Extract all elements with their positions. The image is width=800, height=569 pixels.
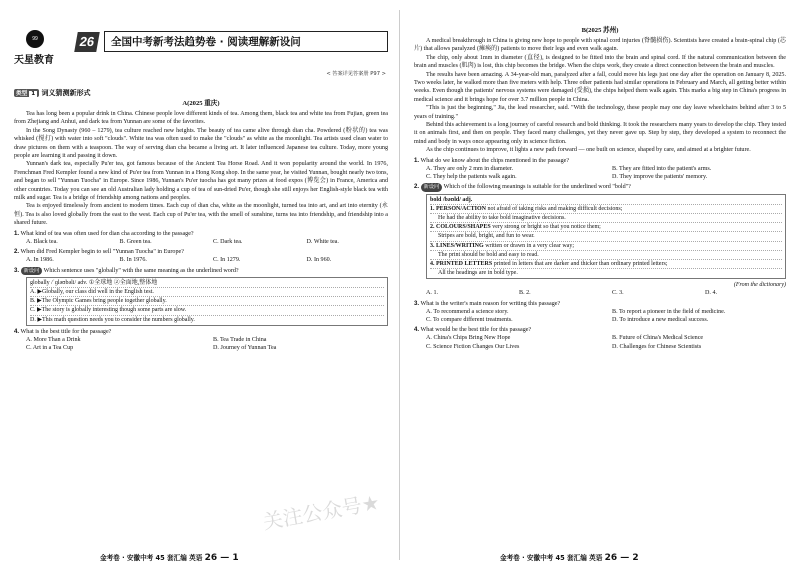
footer-left (100, 552, 239, 563)
option[interactable]: B. Future of China's Medical Science (612, 335, 704, 342)
option[interactable]: C. Dark tea. (213, 238, 243, 245)
page-number: 26 — 1 (204, 553, 239, 563)
question-a1-options (14, 238, 388, 246)
dictionary-example: He had the ability to take bold imaginative decisions. (430, 214, 782, 223)
option[interactable]: A. ▶Globally, our class did well in the English test. (30, 288, 384, 297)
dictionary-entry: 4. PRINTED LETTERS printed in letters that are darker and thicker than ordinary printed letters; (430, 260, 782, 269)
question-a3: 3. 新设问 Which sentence uses "globally" with the same meaning as the underlined word? (14, 266, 239, 274)
page-number: 26 — 2 (604, 553, 639, 563)
option[interactable]: C. In 1279. (213, 257, 241, 264)
option[interactable]: D. In 960. (306, 257, 332, 264)
option[interactable]: C. 3. (612, 290, 624, 297)
page-header (14, 26, 388, 77)
passage-a-p2: In the Song Dynasty (960 – 1279), tea culture reached new heights. The beauty of tea came alive through dian cha. Powdered (粉状的) tea was whisked (搅打) with water into soft "clouds". White tea was often used to make the "clouds" as white as the moonlight. Tea artists used clean water to draw pictures on them with a teaspoon. The way of serving dian cha became a living art. It later influenced Japanese tea culture. Today, more young people are learning it and passing it down. (14, 127, 388, 160)
option[interactable]: B. 2. (519, 290, 531, 297)
option[interactable]: D. White tea. (306, 238, 339, 245)
question-a4: 4. What is the best title for the passage? (14, 327, 112, 335)
option[interactable]: D. 4. (705, 290, 718, 297)
answer-note: < 答案详见答案册 P97 > (326, 71, 386, 77)
option[interactable]: D. ▶This math question needs you to consider the numbers globally. (30, 316, 195, 323)
question-b3: 3. What is the writer's main reason for writing this passage? (414, 299, 561, 307)
dictionary-example: All the headings are in bold type. (438, 270, 518, 277)
option[interactable]: D. Journey of Yunnan Tea (213, 345, 277, 352)
category-heading (14, 88, 388, 98)
question-b2-options (414, 289, 786, 297)
question-a4-options (14, 336, 388, 352)
passage-a-title: A(2025 重庆) (182, 100, 220, 107)
option[interactable]: B. Green tea. (119, 238, 152, 245)
passage-b-p5: Behind this achievement is a long journey of careful research and bold thinking. It took the researchers many years to develop the chip. They tested it on animals first, and then on people. They faced many challenges, yet they never gave up. Step by step, they developed a system to reconnect the mind and body in ways once appearing only in science fiction. (414, 122, 786, 145)
dictionary-entry: 3. LINES/WRITING written or drawn in a very clear way; (430, 242, 782, 251)
unit-number: 26 (74, 32, 100, 52)
definition-head: globally /ˈɡləʊbəli/ adv. ①全球地 ②全面地,整体地 (30, 279, 384, 288)
logo-circle: 99 (26, 30, 44, 48)
option[interactable]: D. Challenges for Chinese Scientists (612, 343, 702, 350)
option[interactable]: D. To introduce a new medical success. (612, 316, 709, 323)
right-page (400, 0, 800, 569)
passage-b-p6: As the chip continues to improve, it lights a new path forward — one built on science, shaped by care, and aimed at a brighter future. (426, 147, 751, 154)
passage-b-title: B(2025 苏州) (581, 27, 619, 34)
category-title: 词义猜测新形式 (41, 89, 91, 97)
question-b3-options (414, 308, 786, 324)
right-content (414, 26, 786, 351)
option[interactable]: C. Art in a Tea Cup (26, 345, 74, 352)
bold-dictionary-box (426, 194, 786, 280)
option[interactable]: A. Black tea. (26, 238, 58, 245)
question-b2: 2. 新设问 Which of the following meanings is suitable for the underlined word "bold"? (414, 183, 631, 191)
dictionary-entry: 2. COLOURS/SHAPES very strong or bright so that you notice them; (430, 223, 782, 232)
dictionary-entry: 1. PERSON/ACTION not afraid of taking risks and making difficult decisions; (430, 205, 782, 214)
watermark-text: 关注公众号★ (261, 489, 382, 535)
question-b1-options (414, 165, 786, 181)
footer-right (500, 552, 639, 563)
dictionary-example: The print should be bold and easy to read. (430, 251, 782, 260)
option[interactable]: D. They improve the patients' memory. (612, 174, 708, 181)
option[interactable]: A. China's Chips Bring New Hope (426, 335, 511, 342)
passage-a-p1: Tea has long been a popular drink in China. Chinese people love different kinds of tea. Among them, black tea and white tea from Fujian, green tea from Zhejiang and Anhui, and dark tea from Yunnan are some of the favorites. (14, 111, 388, 126)
option[interactable]: B. To report a pioneer in the field of medicine. (612, 308, 726, 315)
new-question-badge: 新设问 (21, 267, 43, 275)
passage-b-p3: The results have been amazing. A 34-year-old man, paralyzed after a fall, could move his legs just one day after the operation on January 8, 2025. Two weeks later, he walked more than five meters with help. Three other patients had similar operations in February and March, all getting better within weeks. Even though the patients' nervous systems were damaged (受损), the chips helped them walk again. This marks a big step in China's progress in medical science and it brings hope for over 3.7 million people in China. (414, 71, 786, 103)
question-b4-options (414, 334, 786, 350)
passage-a-p3: Yunnan's dark tea, especially Pu'er tea, got famous because of the Ancient Tea Horse Road. And it won popularity around the world. In 1976, Frenchman Fred Kempler found a new kind of Pu'er tea from Yunnan in a Hong Kong shop. In the same year, he visited Yunnan, bought nearly two tons, and began to sell "Yunnan Tuocha" in Europe. Since 1986, Yunnan's Pu'er tuocha has got many prizes at food expos (博览会) in France, America and other countries. Today you can see an old Australian lady holding a cup of tea of sun-dried Pu'er, though she still enjoys her English-style black tea with milk and sugar. Tea is a bridge of friendship among nations and peoples. (14, 161, 388, 202)
option[interactable]: C. Science Fiction Changes Our Lives (426, 343, 520, 350)
globally-definition-box (26, 277, 388, 326)
brand-logo (14, 30, 56, 68)
question-a2: 2. When did Fred Kempler begin to sell "Yunnan Tuocha" in Europe? (14, 248, 184, 256)
option[interactable]: A. 1. (426, 290, 439, 297)
passage-b-p2: The chip, only about 1mm in diameter (直径), is designed to be fitted into the brain and spinal cord. If the natural communication between the brain and muscles (肌肉) is lost, this chip becomes the bridge. When the chips work, they create a direct connection between the brain and muscles. (414, 54, 786, 70)
dictionary-head: bold /bəʊld/ adj. (430, 196, 782, 205)
option[interactable]: A. More Than a Drink (26, 336, 81, 343)
question-b4: 4. What would be the best title for this passage? (414, 326, 532, 334)
option[interactable]: B. Tea Trade in China (213, 336, 267, 343)
question-b1: 1. What do we know about the chips mentioned in the passage? (414, 156, 570, 164)
option[interactable]: B. They are fitted into the patient's arms. (612, 165, 712, 172)
brand-name: 天星教育 (14, 55, 54, 66)
option[interactable]: C. They help the patients walk again. (426, 174, 517, 181)
left-content (14, 88, 388, 352)
question-a1: 1. What kind of tea was often used for dian cha according to the passage? (14, 229, 194, 237)
footer-text: 金考卷 · 安徽中考 45 套汇编 英语 (100, 554, 203, 562)
option[interactable]: A. To recommend a science story. (426, 308, 509, 315)
option[interactable]: A. They are only 2 mm in diameter. (426, 165, 514, 172)
dictionary-source: (From the dictionary) (733, 282, 786, 289)
passage-b-p4: "This is just the beginning," Jia, the lead researcher, said. "With the technology, these people may one day leave wheelchairs behind after 3 to 5 years of training." (414, 105, 786, 120)
passage-a-p4: Tea is enjoyed timelessly from ancient to modern times. Each cup of dian cha, white as the moonlight, turned tea into art, and art into eternity (永恒). Tea is also loved globally from the east to the west. Each cup of Pu'er tea, with the smell of sunshine, turns tea into friendship, and friendship into a shared future. (14, 203, 388, 227)
option[interactable]: C. ▶The story is globally interesting though some parts are slow. (30, 306, 384, 315)
passage-b-p1: A medical breakthrough in China is giving new hope to people with spinal cord injuries (脊髓损伤). Scientists have created a brain-spinal chip (芯片) that allows paralyzed (瘫痪的) patients to move their legs and even walk again. (414, 38, 786, 53)
dictionary-example: Stripes are bold, bright, and fun to wear. (430, 232, 782, 241)
category-tag: 类型 1 (14, 89, 39, 97)
option[interactable]: A. In 1986. (26, 257, 54, 264)
footer-text: 金考卷 · 安徽中考 45 套汇编 英语 (500, 554, 603, 562)
option[interactable]: B. In 1976. (119, 257, 147, 264)
option[interactable]: B. ▶The Olympic Games bring people together globally. (30, 297, 384, 306)
question-a2-options (14, 256, 388, 264)
new-question-badge: 新设问 (421, 183, 443, 191)
option[interactable]: C. To compare different treatments. (426, 316, 513, 323)
page-title: 全国中考新考法趋势卷 · 阅读理解新设问 (104, 31, 388, 52)
